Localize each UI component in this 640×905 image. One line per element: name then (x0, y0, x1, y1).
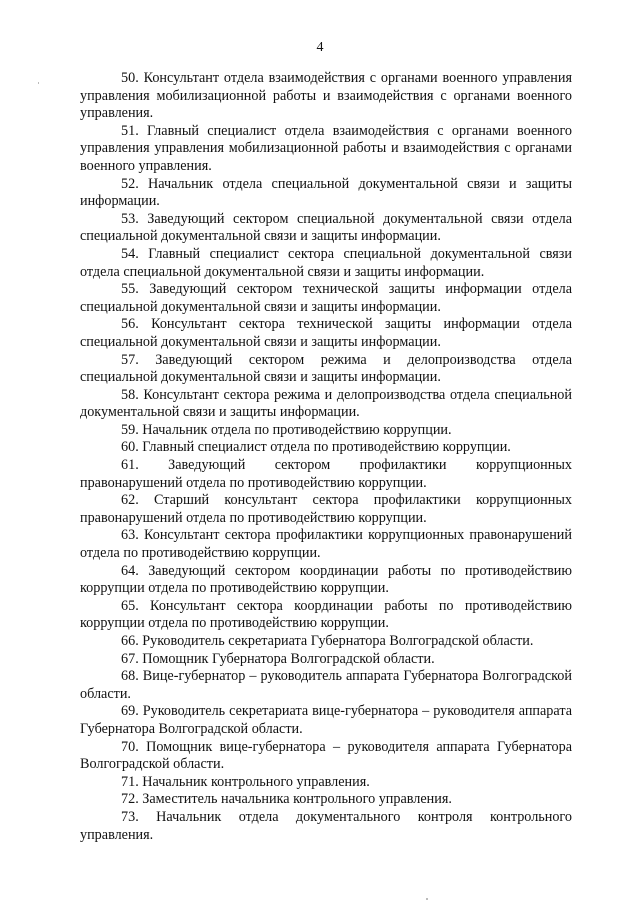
page-number: 4 (316, 40, 324, 55)
list-item: 57. Заведующий сектором режима и делопроизводства отдела специальной документальной связи и защиты информации. (80, 351, 572, 386)
scan-speck (426, 898, 428, 900)
scan-speck (38, 82, 39, 84)
list-item: 54. Главный специалист сектора специальной документальной связи отдела специальной документальной связи и защиты информации. (80, 245, 572, 280)
list-item: 62. Старший консультант сектора профилактики коррупционных правонарушений отдела по противодействию коррупции. (80, 492, 572, 526)
list-item: 73. Начальник отдела документального контроля контрольного управления. (80, 808, 572, 843)
list-item: 51. Главный специалист отдела взаимодействия с органами военного управления управления мобилизационной работы и взаимодействия с органами военного управления. (80, 122, 572, 174)
list-item: 52. Начальник отдела специальной документальной связи и защиты информации. (80, 175, 572, 210)
list-item: 58. Консультант сектора режима и делопроизводства отдела специальной документальной связи и защиты информации. (80, 386, 572, 421)
list-item: 63. Консультант сектора профилактики коррупционных правонарушений отдела по противодействию коррупции. (80, 527, 572, 562)
list-item: 68. Вице-губернатор – руководитель аппарата Губернатора Волгоградской области. (80, 668, 572, 702)
list-item: 53. Заведующий сектором специальной документальной связи отдела специальной документальной связи и защиты информации. (80, 210, 572, 245)
list-item: 64. Заведующий сектором координации работы по противодействию коррупции отдела по противодействию коррупции. (80, 562, 572, 597)
list-item: 72. Заместитель начальника контрольного управления. (121, 791, 452, 808)
list-item: 71. Начальник контрольного управления. (121, 773, 370, 790)
list-item: 70. Помощник вице-губернатора – руководителя аппарата Губернатора Волгоградской области. (80, 738, 572, 773)
list-item: 59. Начальник отдела по противодействию коррупции. (121, 421, 452, 438)
list-item: 61. Заведующий сектором профилактики коррупционных правонарушений отдела по противодействию коррупции. (80, 457, 572, 491)
list-item: 55. Заведующий сектором технической защиты информации отдела специальной документальной связи и защиты информации. (80, 281, 572, 315)
list-item: 69. Руководитель секретариата вице-губернатора – руководителя аппарата Губернатора Волгоградской области. (80, 703, 572, 737)
list-item: 65. Консультант сектора координации работы по противодействию коррупции отдела по противодействию коррупции. (80, 597, 572, 632)
document-body (80, 70, 572, 844)
list-item: 66. Руководитель секретариата Губернатора Волгоградской области. (121, 633, 534, 649)
list-item: 60. Главный специалист отдела по противодействию коррупции. (121, 439, 511, 456)
list-item: 50. Консультант отдела взаимодействия с органами военного управления управления мобилизационной работы и взаимодействия с органами военного управления. (80, 70, 572, 122)
list-item: 67. Помощник Губернатора Волгоградской области. (121, 650, 435, 667)
list-item: 56. Консультант сектора технической защиты информации отдела специальной документальной связи и защиты информации. (80, 316, 572, 350)
